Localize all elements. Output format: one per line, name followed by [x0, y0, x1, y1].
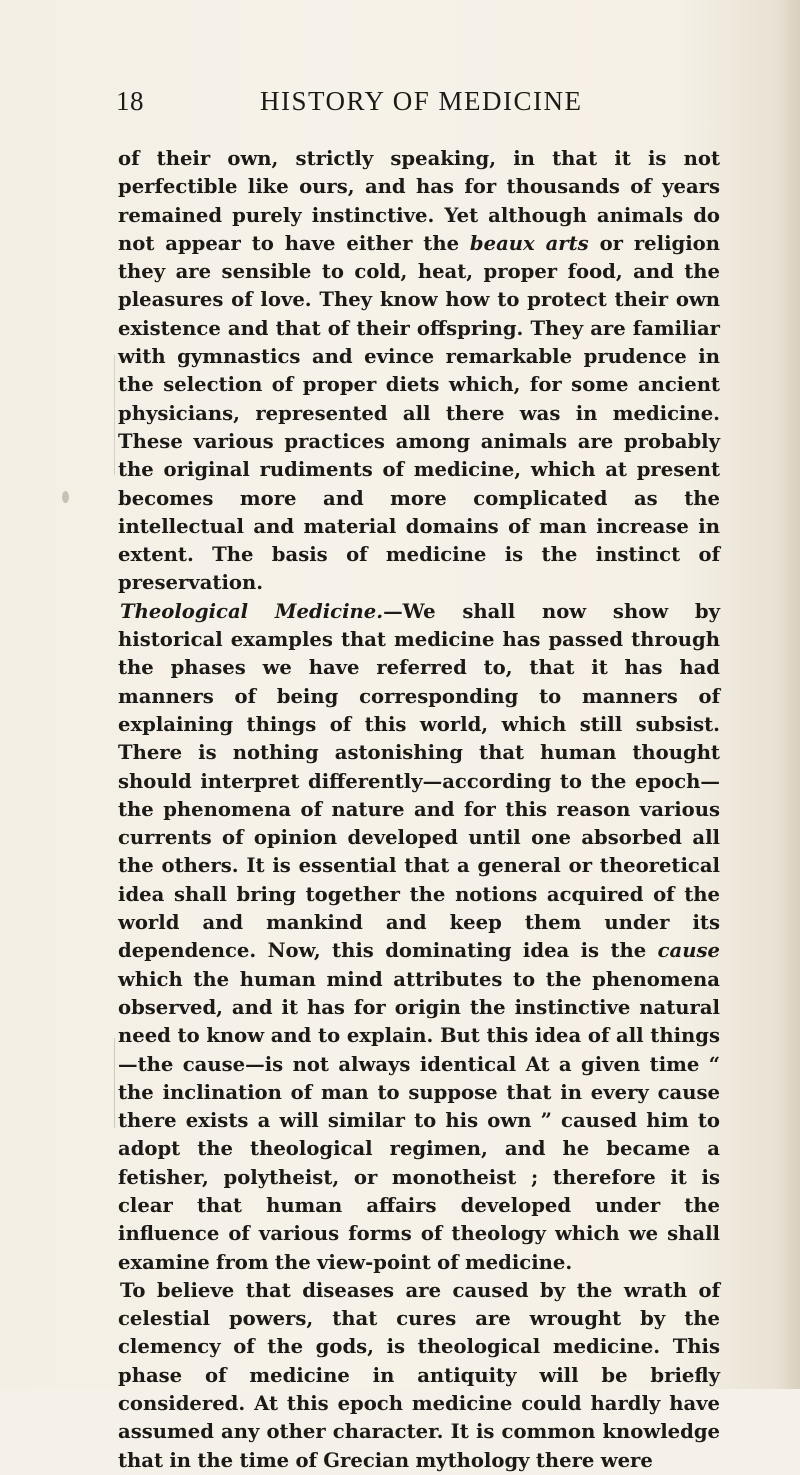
paragraph-2 [118, 598, 720, 1277]
section-heading-theological-medicine: Theological Medicine. [120, 599, 384, 623]
running-title: HISTORY OF MEDICINE [260, 86, 583, 116]
text-run: of their own, strictly speaking, in that it is not perfectible like ours, and has for thousands of years remained purely instinctive. Yet although animals do not appear to have either the [118, 147, 720, 255]
page-header [116, 86, 720, 126]
italic-term-beaux-arts: beaux arts [469, 231, 589, 255]
italic-term-cause: cause [657, 939, 720, 963]
paper-speck [62, 491, 69, 503]
body-text [118, 145, 720, 1475]
paragraph-1 [118, 145, 720, 598]
text-run: —We shall now show by historical examples that medicine has passed through the phases we have referred to, that it has had manners of being corresponding to manners of explaining things of this world, which still subsist. There is nothing astonishing that human thought should interpret differently—according to the epoch—the phenomena of nature and for this reason various currents of opinion developed until one absorbed all the others. It is essential that a general or theoretical idea shall bring together the notions acquired of the world and mankind and keep them under its dependence. Now, this dominating idea is the [118, 599, 720, 963]
margin-mark [114, 1038, 115, 1128]
paragraph-3 [118, 1277, 720, 1475]
text-run: which the human mind attributes to the phenomena observed, and it has for origin the instinctive natural need to know and to explain. But this idea of all things—the cause—is not always identical At a given time “ the inclination of man to suppose that in every cause there exists a will similar to his own ” caused him to adopt the theological regimen, and he became a fetisher, polytheist, or monotheist ; therefore it is clear that human affairs developed under the influence of various forms of theology which we shall examine from the view-point of medicine. [118, 967, 720, 1274]
margin-mark [114, 355, 115, 475]
text-run: or religion they are sensible to cold, heat, proper food, and the pleasures of love. They know how to protect their own existence and that of their offspring. They are familiar with gymnastics and evince remarkable prudence in the selection of proper diets which, for some ancient physicians, represented all there was in medicine. These various practices among animals are probably the original rudiments of medicine, which at present becomes more and more complicated as the intellectual and material domains of man increase in extent. The basis of medicine is the instinct of preservation. [118, 231, 720, 595]
page-number: 18 [116, 86, 144, 116]
text-run: To believe that diseases are caused by the wrath of celestial powers, that cures are wrought by the clemency of the gods, is theological medicine. This phase of medicine in antiquity will be briefly considered. At this epoch medicine could hardly have assumed any other character. It is common knowledge that in the time of Grecian mythology there were [118, 1278, 720, 1472]
